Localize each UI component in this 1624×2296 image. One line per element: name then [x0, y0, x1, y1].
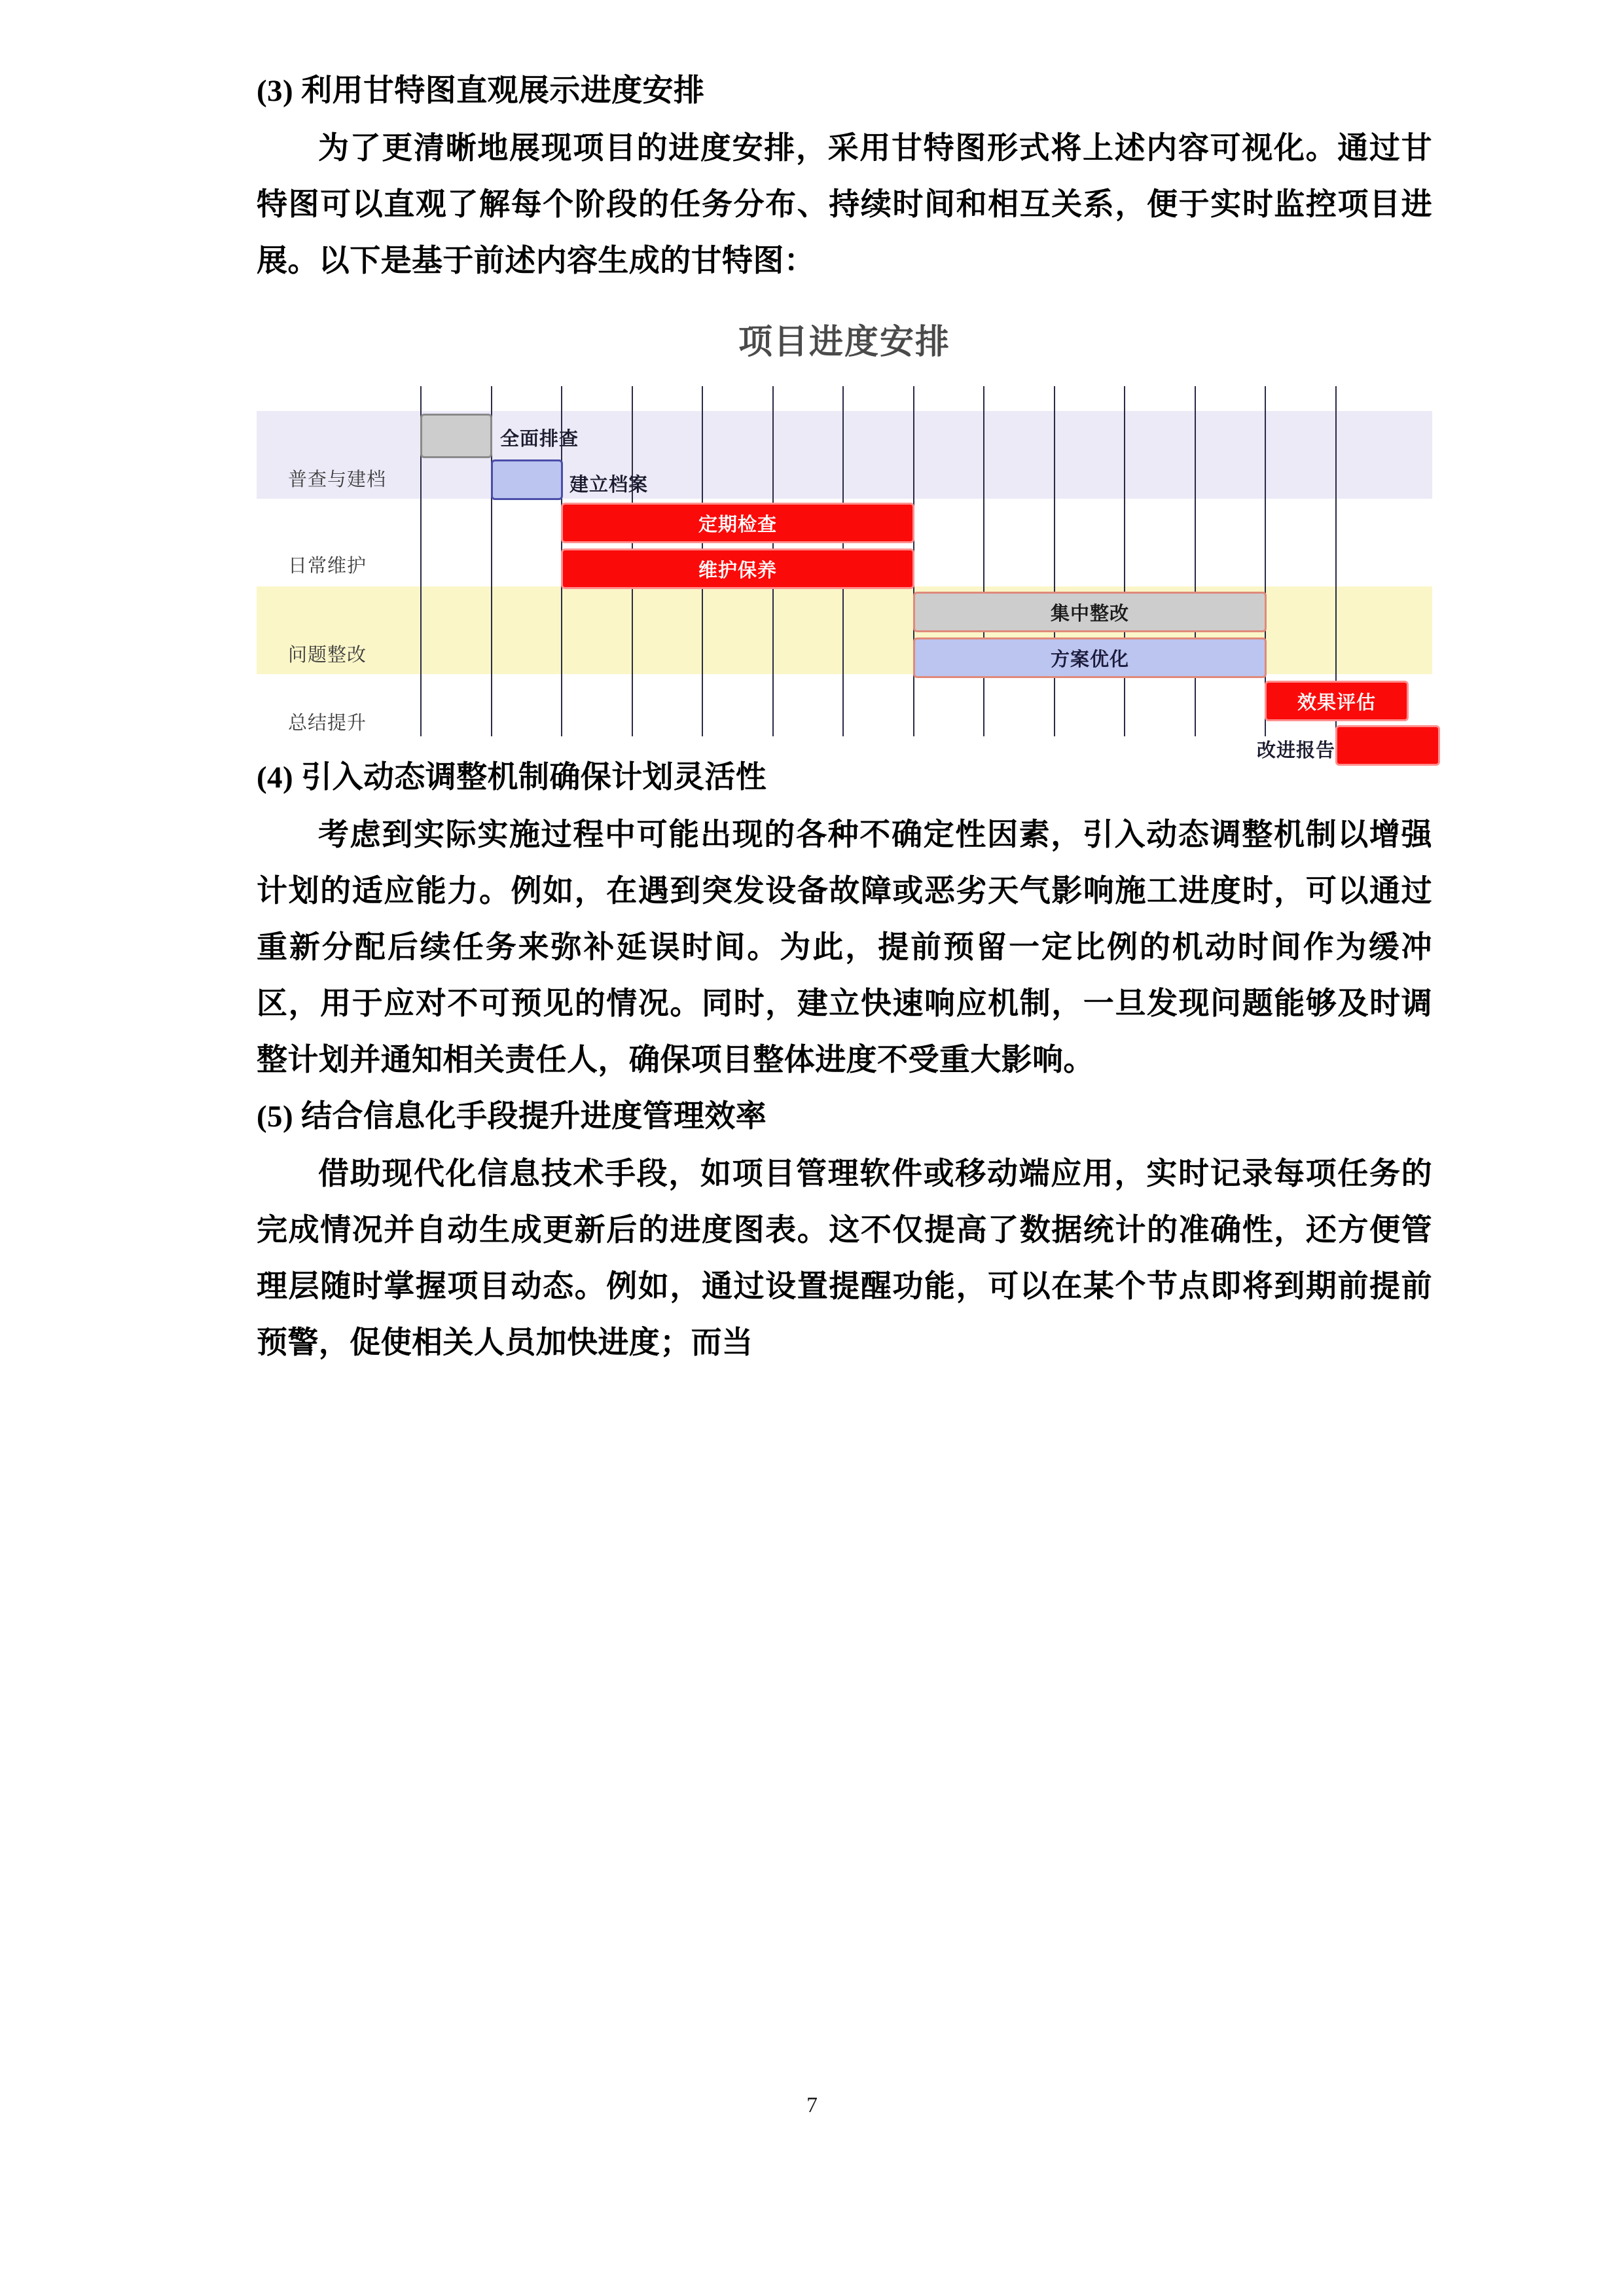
- row-label-richang: 日常维护: [288, 554, 367, 577]
- row-label-wenti: 问题整改: [288, 643, 367, 666]
- page-content: [257, 63, 1432, 1371]
- gridline: [1195, 386, 1196, 736]
- gantt-bar-jizhongzhenggai[interactable]: 集中整改: [913, 592, 1267, 632]
- gantt-bar-xiaoguopinggu[interactable]: 效果评估: [1265, 681, 1409, 721]
- gridline: [1054, 386, 1055, 736]
- section-heading-5: (5) 结合信息化手段提升进度管理效率: [257, 1100, 767, 1134]
- chart-plot-area: [257, 386, 1432, 761]
- gantt-bar-weihubaoyang[interactable]: 维护保养: [561, 548, 914, 589]
- chart-title: 项目进度安排: [738, 323, 950, 362]
- section-heading-3: (3) 利用甘特图直观展示进度安排: [257, 74, 705, 108]
- paragraph-dynamic-adjust: 考虑到实际实施过程中可能出现的各种不确定性因素，引入动态调整机制以增强计划的适应能力。例如，在遇到突发设备故障或恶劣天气影响施工进度时，可以通过重新分配后续任务来弥补延误时间。为此，提前预留一定比例的机动时间作为缓冲区，用于应对不可预见的情况。同时，建立快速响应机制，一旦发现问题能够及时调整计划并通知相关责任人，确保项目整体进度不受重大影响。: [257, 818, 1432, 1077]
- gantt-bar-jianlidangan[interactable]: [491, 459, 563, 500]
- gridline: [983, 386, 984, 736]
- page-number: 7: [806, 2093, 818, 2117]
- paragraph-gantt-intro: 为了更清晰地展现项目的进度安排，采用甘特图形式将上述内容可视化。通过甘特图可以直观了解每个阶段的任务分布、持续时间和相互关系，便于实时监控项目进展。以下是基于前述内容生成的甘特图：: [257, 132, 1432, 278]
- row-label-pucha: 普查与建档: [288, 468, 387, 490]
- gantt-bar-fanganyouhua[interactable]: 方案优化: [913, 637, 1267, 678]
- section-heading-4: (4) 引入动态调整机制确保计划灵活性: [257, 761, 767, 795]
- gantt-bar-gaijinbaogao[interactable]: [1335, 725, 1440, 766]
- row-label-zongjie: 总结提升: [288, 711, 367, 734]
- row-band-zongjie: [257, 674, 1432, 736]
- gantt-bar-label-gaijinbaogao: 改进报告: [1257, 739, 1336, 761]
- gantt-chart: [257, 314, 1432, 761]
- gantt-bar-label-jianlidangan: 建立档案: [569, 473, 649, 495]
- gantt-bar-quanmianpaicha[interactable]: [420, 414, 492, 458]
- gantt-bar-dingqijiancha[interactable]: 定期检查: [561, 503, 914, 543]
- gridline: [1124, 386, 1125, 736]
- gantt-bar-label-quanmianpaicha: 全面排查: [500, 427, 579, 450]
- paragraph-informatization: 借助现代化信息技术手段，如项目管理软件或移动端应用，实时记录每项任务的完成情况并自动生成更新后的进度图表。这不仅提高了数据统计的准确性，还方便管理层随时掌握项目动态。例如，通过设置提醒功能，可以在某个节点即将到期前提前预警，促使相关人员加快进度；而当: [257, 1157, 1432, 1360]
